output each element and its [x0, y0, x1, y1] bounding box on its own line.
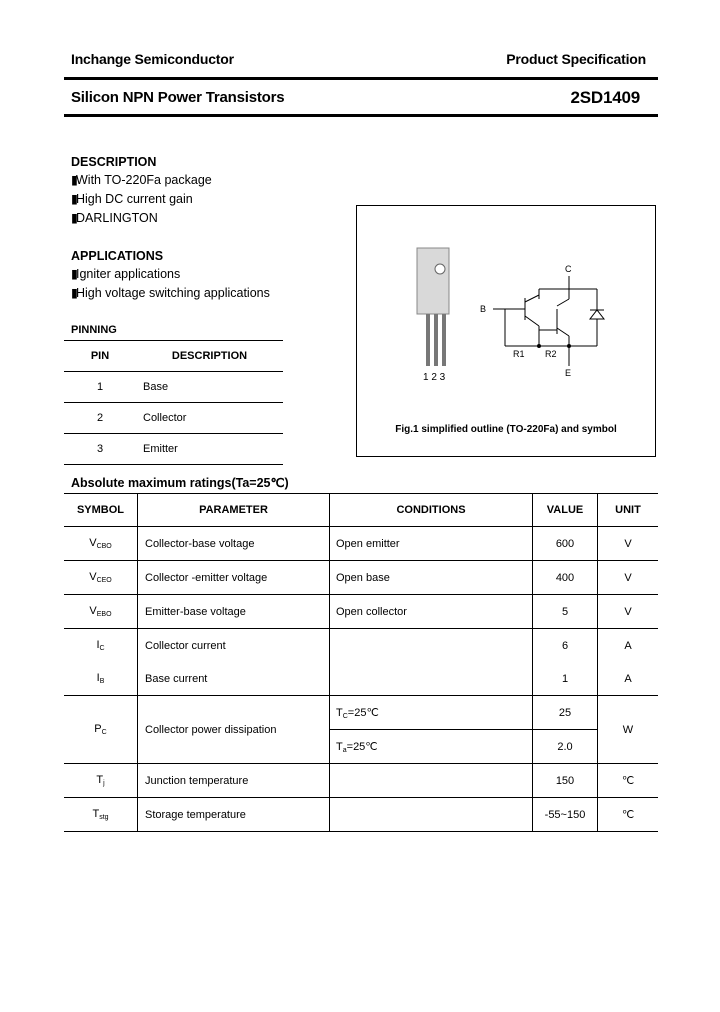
unit-cell: A: [598, 629, 659, 663]
conditions-cell: [330, 764, 533, 798]
product-line: Silicon NPN Power Transistors: [71, 89, 285, 106]
parameter-header: PARAMETER: [138, 494, 330, 527]
value-header: VALUE: [533, 494, 598, 527]
unit-cell: V: [598, 527, 659, 561]
to220-package-icon: [417, 248, 449, 366]
applications-title: APPLICATIONS: [71, 249, 164, 263]
table-row: [64, 696, 658, 730]
parameter-cell: Collector -emitter voltage: [138, 561, 330, 595]
unit-cell: ℃: [598, 798, 659, 832]
symbol-header: SYMBOL: [64, 494, 138, 527]
r1-label: R1: [513, 349, 525, 359]
unit-header: UNIT: [598, 494, 659, 527]
ratings-title: Absolute maximum ratings(Ta=25℃): [71, 476, 289, 490]
collector-label: C: [565, 264, 572, 274]
company-name: Inchange Semiconductor: [71, 51, 234, 67]
description-item: ▮High DC current gain: [71, 192, 193, 206]
value-cell: 5: [533, 595, 598, 629]
description-item: ▮DARLINGTON: [71, 211, 158, 225]
symbol-cell: $V_{CBO}$: [64, 527, 138, 561]
application-item: ▮Igniter applications: [71, 267, 181, 281]
pin-numbers-label: 1 2 3: [423, 372, 446, 383]
value-cell: 1: [533, 662, 598, 696]
symbol-cell: $T_j$: [64, 764, 138, 798]
unit-cell: W: [598, 696, 659, 764]
table-row: [64, 434, 283, 465]
conditions-cell: Open base: [330, 561, 533, 595]
symbol-cell: $V_{EBO}$: [64, 595, 138, 629]
package-and-symbol-drawing: [357, 206, 655, 456]
description-list: [71, 171, 212, 228]
symbol-cell: $I_B$: [64, 662, 138, 696]
applications-list: [71, 265, 270, 303]
pin-description: Emitter: [143, 443, 178, 455]
conditions-header: CONDITIONS: [330, 494, 533, 527]
conditions-cell: Open emitter: [330, 527, 533, 561]
header-rule-bottom: [64, 114, 658, 117]
table-row: [64, 629, 658, 663]
unit-cell: V: [598, 561, 659, 595]
table-row: [64, 403, 283, 434]
parameter-cell: Collector current: [138, 629, 330, 663]
header-rule-top: [64, 77, 658, 80]
symbol-cell: $I_C$: [96, 639, 105, 652]
value-cell: 25: [533, 696, 598, 730]
parameter-cell: Emitter-base voltage: [138, 595, 330, 629]
pin-description-header: DESCRIPTION: [171, 350, 248, 362]
ratings-table: [64, 493, 658, 832]
document-type: Product Specification: [506, 51, 646, 67]
unit-cell: A: [598, 662, 659, 696]
table-row: [64, 764, 658, 798]
value-cell: 150: [533, 764, 598, 798]
value-cell: 6: [533, 629, 598, 663]
pin-description: Base: [143, 381, 169, 393]
parameter-cell: Collector-base voltage: [138, 527, 330, 561]
parameter-cell: Base current: [138, 662, 330, 696]
pin-header: PIN: [90, 350, 110, 362]
pin-number: 1: [96, 381, 104, 393]
part-number: 2SD1409: [570, 88, 640, 107]
table-row: [64, 595, 658, 629]
figure-caption: Fig.1 simplified outline (TO-220Fa) and symbol: [395, 424, 617, 435]
conditions-cell: $T_a=25℃$: [330, 730, 533, 764]
conditions-cell: $T_C=25℃$: [330, 696, 533, 730]
unit-cell: V: [598, 595, 659, 629]
pin-description: Collector: [143, 412, 187, 424]
table-row: [64, 527, 658, 561]
conditions-cell: [330, 798, 533, 832]
table-row: [64, 798, 658, 832]
pin-number: 2: [96, 412, 104, 424]
table-row: [64, 372, 283, 403]
symbol-cell: $T_{stg}$: [64, 798, 138, 832]
table-row: [64, 662, 658, 696]
value-cell: 2.0: [533, 730, 598, 764]
conditions-cell: [330, 629, 533, 663]
value-cell: 600: [533, 527, 598, 561]
symbol-cell: $P_C$: [64, 696, 138, 764]
parameter-cell: Collector power dissipation: [138, 696, 330, 764]
r2-label: R2: [545, 349, 557, 359]
pinning-title: PINNING: [71, 324, 117, 336]
symbol-cell: $V_{CEO}$: [64, 561, 138, 595]
unit-cell: ℃: [598, 764, 659, 798]
parameter-cell: Junction temperature: [138, 764, 330, 798]
application-item: ▮High voltage switching applications: [71, 286, 270, 300]
conditions-cell: [330, 662, 533, 696]
description-item: ▮With TO-220Fa package: [71, 173, 212, 187]
value-cell: -55~150: [533, 798, 598, 832]
pin-number: 3: [96, 443, 104, 455]
pinning-table: [64, 340, 283, 465]
emitter-label: E: [565, 368, 572, 378]
figure-box: [356, 205, 656, 457]
conditions-cell: Open collector: [330, 595, 533, 629]
description-title: DESCRIPTION: [71, 155, 157, 169]
value-cell: 400: [533, 561, 598, 595]
parameter-cell: Storage temperature: [138, 798, 330, 832]
base-label: B: [480, 304, 487, 314]
table-row: [64, 561, 658, 595]
